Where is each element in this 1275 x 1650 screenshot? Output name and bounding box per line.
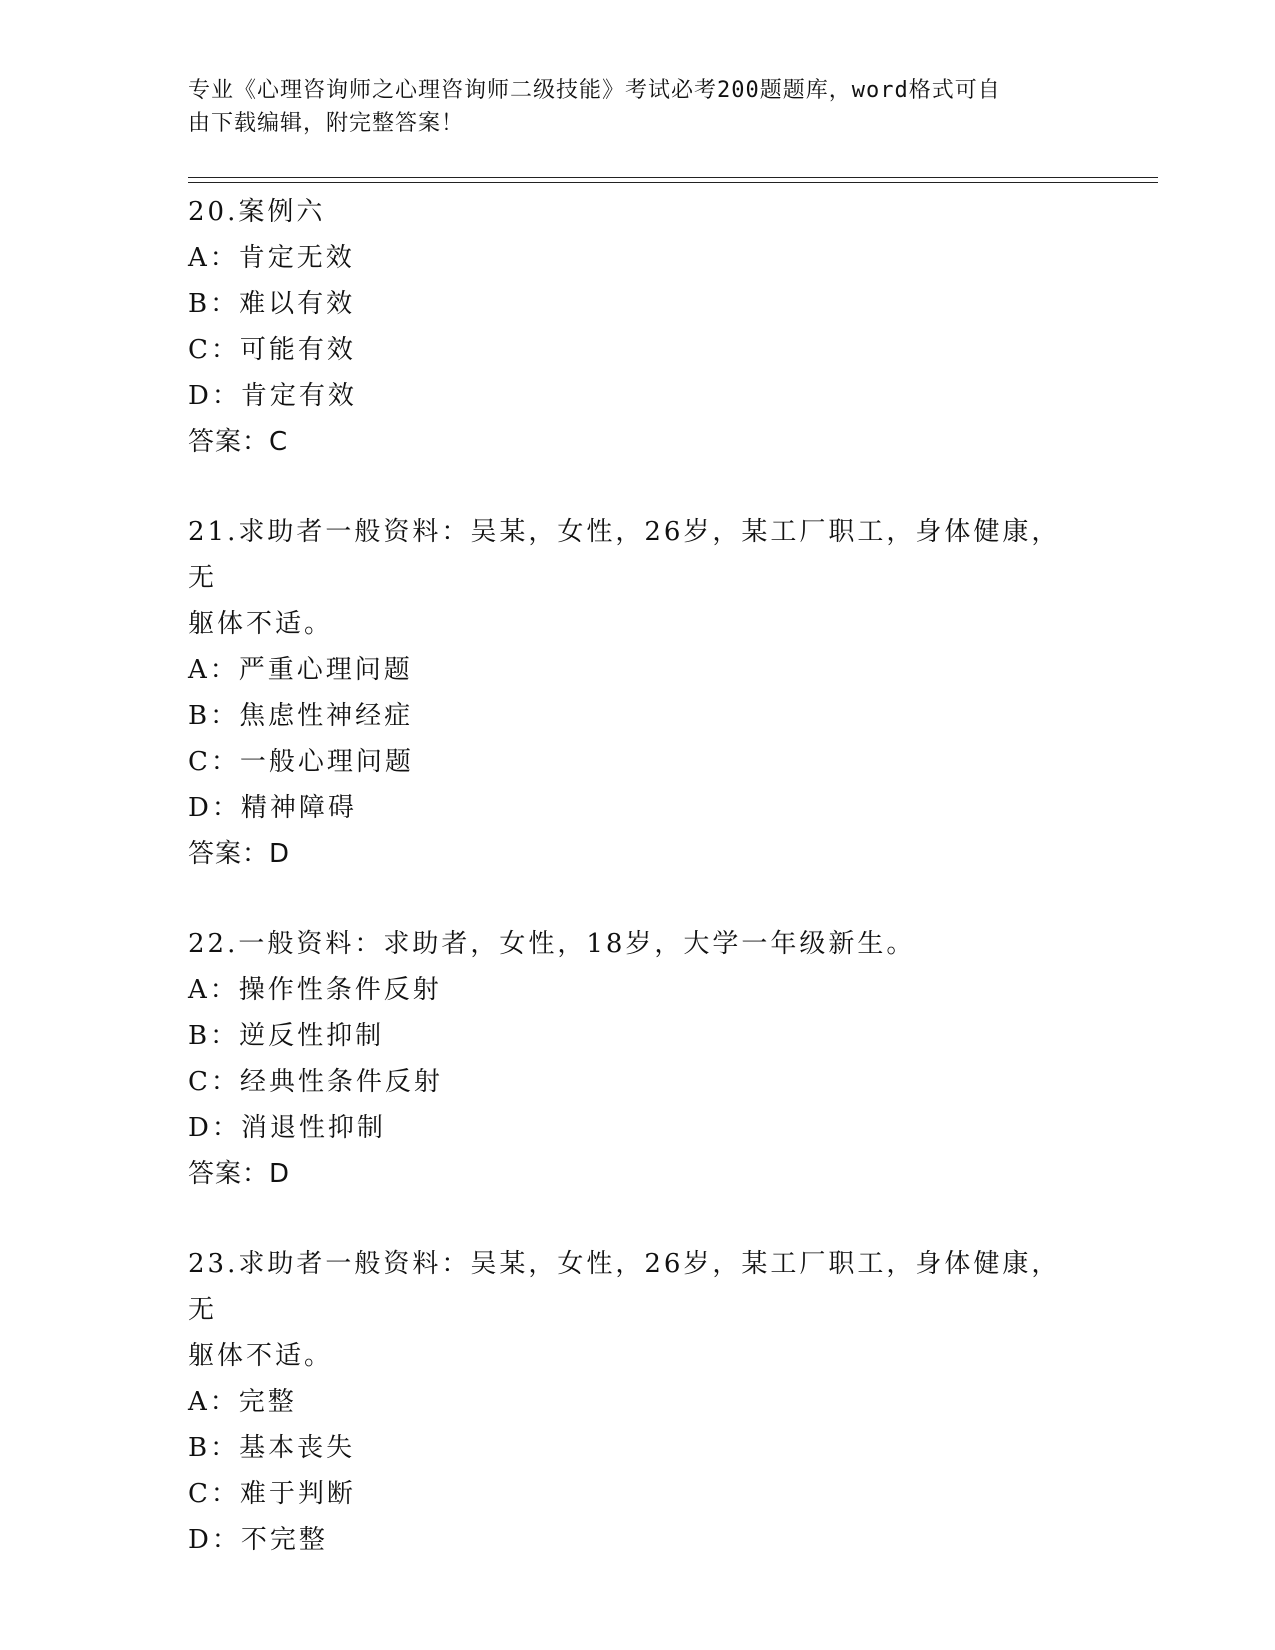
- answer: 答案：C: [188, 427, 289, 457]
- question-list: [188, 189, 1088, 1607]
- header-rule-top: [188, 177, 1158, 178]
- option-b: B：焦虑性神经症: [188, 701, 414, 731]
- question-title-continued: 躯体不适。: [188, 1341, 334, 1371]
- question-title: 21.求助者一般资料：吴某，女性，26岁，某工厂职工，身体健康，无: [188, 517, 1061, 593]
- header-line-1: 专业《心理咨询师之心理咨询师二级技能》考试必考200题题库，word格式可自: [188, 78, 1001, 103]
- option-c: C：可能有效: [188, 335, 356, 365]
- option-d: D：肯定有效: [188, 381, 357, 411]
- option-c: C：难于判断: [188, 1479, 356, 1509]
- question-title: 23.求助者一般资料：吴某，女性，26岁，某工厂职工，身体健康，无: [188, 1249, 1061, 1325]
- option-a: A：肯定无效: [188, 243, 355, 273]
- question-23: [188, 1241, 1088, 1563]
- option-a: A：操作性条件反射: [188, 975, 442, 1005]
- option-d: D：消退性抑制: [188, 1113, 386, 1143]
- question-20: [188, 189, 1088, 465]
- question-22: [188, 921, 1088, 1197]
- option-c: C：经典性条件反射: [188, 1067, 443, 1097]
- option-a: A：完整: [188, 1387, 297, 1417]
- answer: 答案：D: [188, 839, 291, 869]
- option-b: B：逆反性抑制: [188, 1021, 385, 1051]
- header-rule-bottom: [188, 182, 1158, 183]
- option-d: D：不完整: [188, 1525, 328, 1555]
- question-title-continued: 躯体不适。: [188, 609, 334, 639]
- question-21: [188, 509, 1088, 877]
- question-title: 20.案例六: [188, 197, 326, 227]
- question-title: 22.一般资料：求助者，女性，18岁，大学一年级新生。: [188, 929, 916, 959]
- option-b: B：难以有效: [188, 289, 356, 319]
- document-header: [188, 74, 1088, 140]
- option-a: A：严重心理问题: [188, 655, 413, 685]
- answer: 答案：D: [188, 1159, 291, 1189]
- header-line-2: 由下载编辑，附完整答案！: [188, 111, 465, 136]
- option-b: B：基本丧失: [188, 1433, 356, 1463]
- option-c: C：一般心理问题: [188, 747, 414, 777]
- option-d: D：精神障碍: [188, 793, 357, 823]
